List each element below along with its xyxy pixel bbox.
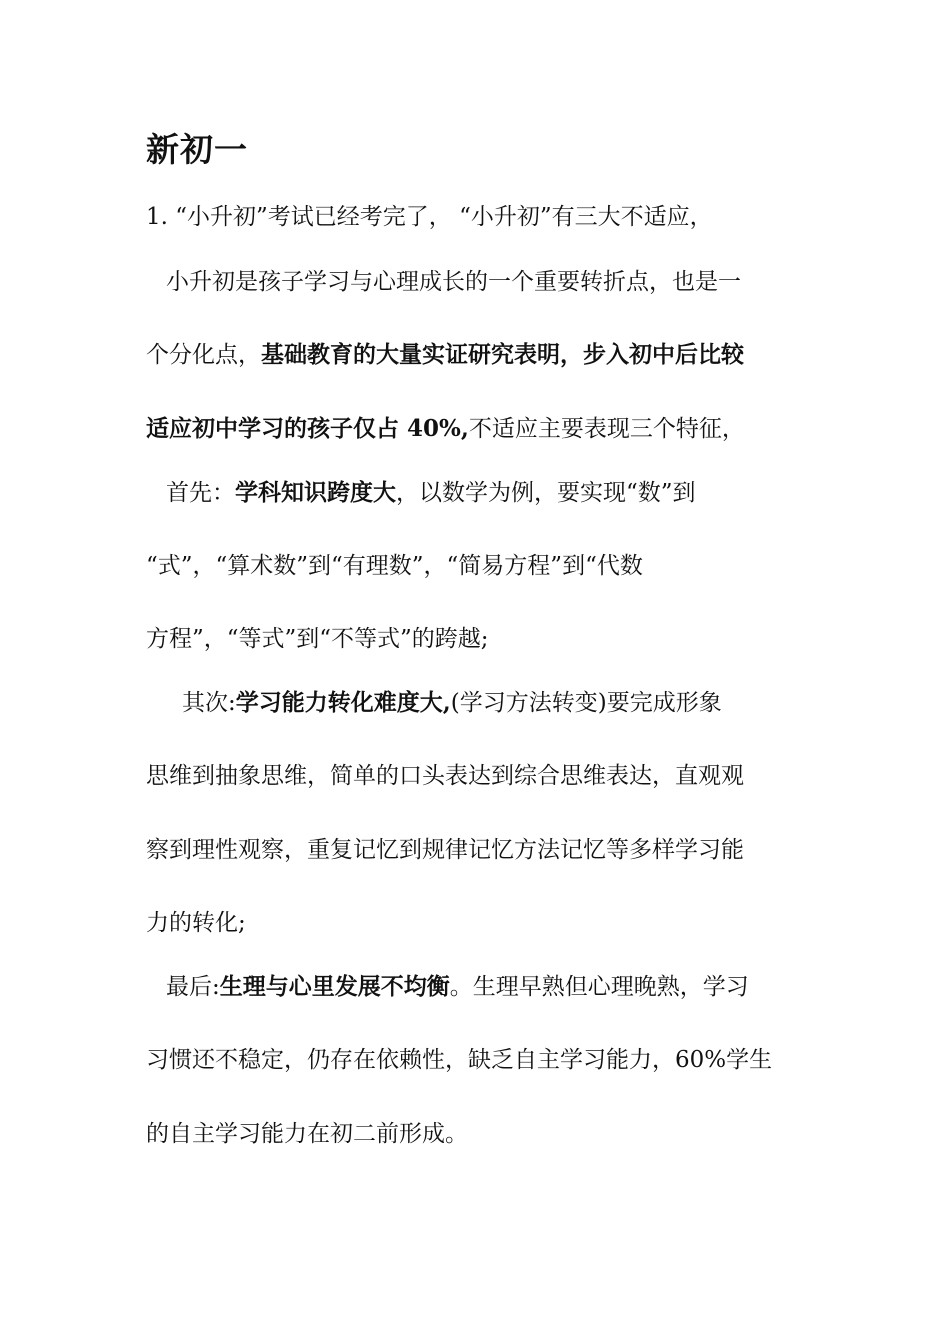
line-text: 1. “小升初”考试已经考完了， “小升初”有三大不适应， [146,204,713,230]
paragraph-line [146,339,744,371]
line-label: 首先： [166,480,235,506]
line-text: 的自主学习能力在初二前形成。 [146,1121,468,1147]
paragraph-line [166,477,696,509]
paragraph-line [146,1044,772,1076]
line-label: 最后: [166,974,220,1000]
line-text: 思维到抽象思维，简单的口头表达到综合思维表达，直观观 [146,763,744,789]
emphasis-text: 学习能力转化难度大, [235,689,451,716]
paragraph-line [166,266,741,298]
line-text: 不适应主要表现三个特征， [468,416,745,442]
paragraph-line [182,687,722,719]
line-text: (学习方法转变)要完成形象 [450,690,722,716]
paragraph-line [146,834,744,866]
paragraph-line [146,550,643,582]
line-label: 其次: [182,690,236,716]
line-text: 个分化点， [146,342,261,368]
emphasis-text: 生理与心里发展不均衡 [219,973,450,1000]
line-text: 力的转化; [146,910,246,936]
line-text: 小升初是孩子学习与心理成长的一个重要转折点，也是一 [166,269,741,295]
line-text: “式”，“算术数”到“有理数”，“简易方程”到“代数 [146,553,643,579]
line-text: ，以数学为例，要实现“数”到 [396,480,696,506]
emphasis-text: 学科知识跨度大 [235,479,396,506]
paragraph-line [146,201,713,233]
emphasis-text: 适应初中学习的孩子仅占 40%, [146,415,469,442]
paragraph-line [146,760,744,792]
line-text: 方程”，“等式”到“不等式”的跨越; [146,626,489,652]
paragraph-line [146,1118,468,1150]
emphasis-text: 基础教育的大量实证研究表明，步入初中后比较 [261,341,744,368]
paragraph-line [146,413,745,445]
page-title: 新初一 [146,130,248,169]
paragraph-line [146,623,489,655]
paragraph-line [146,907,246,939]
line-text: 习惯还不稳定，仍存在依赖性，缺乏自主学习能力，60%学生 [146,1047,773,1073]
line-text: 。生理早熟但心理晚熟，学习 [449,974,749,1000]
line-text: 察到理性观察，重复记忆到规律记忆方法记忆等多样学习能 [146,837,744,863]
paragraph-line [166,971,749,1003]
